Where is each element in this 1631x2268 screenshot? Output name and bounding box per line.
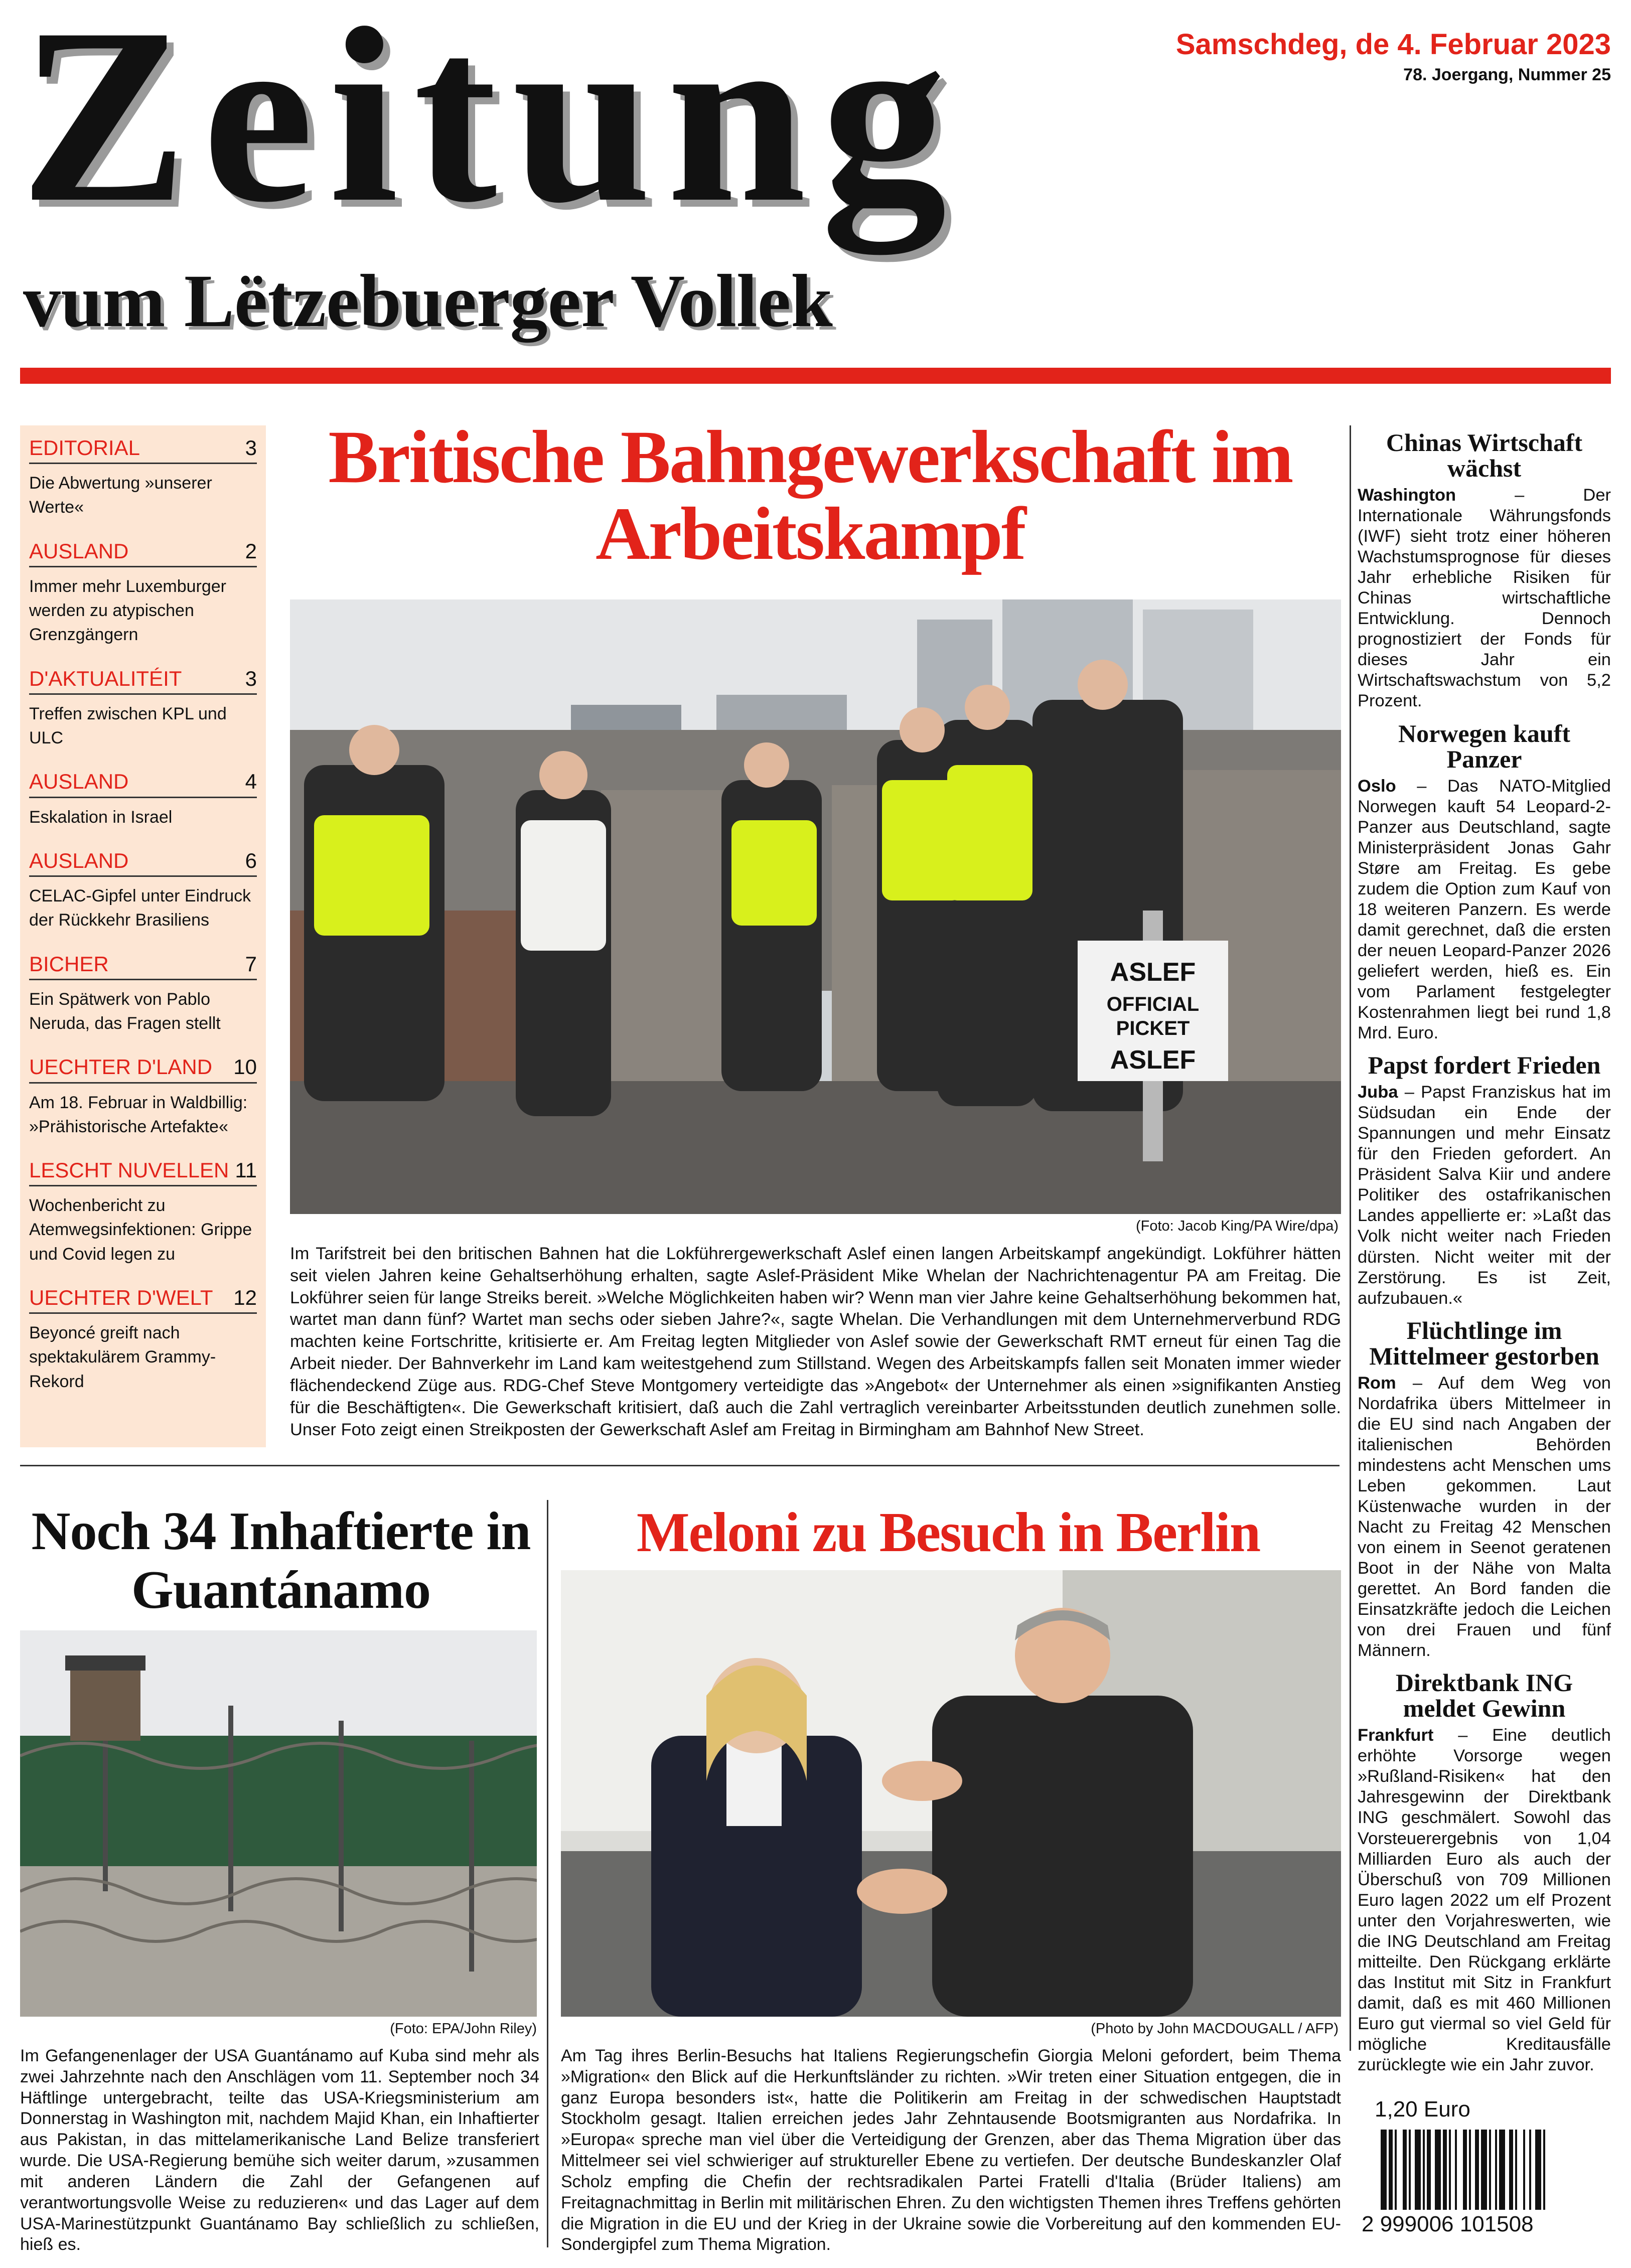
news-brief[interactable]	[1358, 1670, 1611, 2075]
table-of-contents	[20, 425, 266, 1447]
lead-photo-credit: (Foto: Jacob King/PA Wire/dpa)	[1135, 1218, 1339, 1234]
guantanamo-headline[interactable]: Noch 34 Inhaftierte in Guantánamo	[31, 1501, 531, 1620]
index-teaser: Die Abwertung »unserer Werte«	[29, 474, 212, 517]
barcode-bar	[1469, 2130, 1471, 2210]
masthead-title: Zeitung	[20, 0, 962, 254]
index-section: AUSLAND	[29, 539, 129, 563]
brief-text: – Eine deutlich erhöhte Vorsorge wegen »Rußland-Risiken« hat den Jahresgewinn der Direktbank ING geschmälert. Sowohl das Vorsteuerergebnis von 1,04 Milliarden Euro als auch der Überschuß von 709 Millionen Euro lagen 2022 um elf Prozent unter den Vorjahreswerten, wie die ING Deutschland am Freitag mitteilte. Den Rückgang erklärte das Institut mit Sitz in Frankfurt damit, daß es mit 460 Millionen Euro gut viermal so viel Geld für mögliche Kreditausfälle zurücklegte wie ein Jahr zuvor.	[1358, 1726, 1611, 2075]
index-page: 3	[245, 436, 257, 460]
brief-dateline: Juba	[1358, 1083, 1398, 1102]
barcode-bar	[1523, 2130, 1525, 2210]
index-page: 11	[235, 1158, 257, 1182]
barcode-bar	[1509, 2130, 1513, 2210]
brief-headline: Papst fordert Frieden	[1368, 1051, 1601, 1080]
barcode-bar	[1381, 2130, 1387, 2210]
index-item[interactable]	[29, 1055, 257, 1139]
brief-dateline: Washington	[1358, 486, 1456, 505]
barcode-bar	[1535, 2130, 1541, 2210]
index-teaser: Ein Spätwerk von Pablo Neruda, das Fragen stellt	[29, 989, 221, 1033]
index-page: 12	[233, 1286, 257, 1310]
brief-dateline: Oslo	[1358, 776, 1396, 796]
barcode-bar	[1489, 2130, 1491, 2210]
barcode	[1361, 2130, 1601, 2235]
index-item[interactable]	[29, 1286, 257, 1394]
barcode-bar	[1499, 2130, 1505, 2210]
index-page: 2	[245, 539, 257, 563]
news-briefs-column	[1358, 424, 1611, 2084]
barcode-bars	[1381, 2130, 1545, 2210]
news-brief[interactable]	[1358, 1318, 1611, 1661]
brief-headline: Norwegen kauft Panzer	[1398, 719, 1571, 773]
index-item[interactable]	[29, 436, 257, 520]
index-section: D'AKTUALITÉIT	[29, 666, 182, 690]
news-brief[interactable]	[1358, 430, 1611, 712]
lead-headline[interactable]: Britische Bahngewerkschaft im Arbeitskampf	[328, 415, 1292, 575]
index-teaser: Eskalation in Israel	[29, 807, 173, 827]
column-rule	[1350, 425, 1351, 2051]
index-teaser: Immer mehr Luxemburger werden zu atypischen Grenzgängern	[29, 576, 227, 645]
sign-text: ASLEF	[1110, 1045, 1196, 1075]
brief-text: – Der Internationale Währungsfonds (IWF) sieht trotz einer höheren Wachstumsprognose für dieses Jahr erhebliche Risiken für Chinas wirtschaftliche Entwicklung. Dennoch prognostiziert der Fonds für dieses Jahr ein Wirtschaftswachstum von 5,2 Prozent.	[1358, 486, 1611, 711]
barcode-bar	[1475, 2130, 1479, 2210]
sign-text: PICKET	[1116, 1017, 1190, 1039]
meloni-photo-credit: (Photo by John MACDOUGALL / AFP)	[1091, 2021, 1339, 2037]
index-page: 10	[233, 1055, 257, 1079]
barcode-number: 2 999006 101508	[1362, 2212, 1534, 2235]
barcode-bar	[1415, 2130, 1421, 2210]
index-teaser: Treffen zwischen KPL und ULC	[29, 704, 227, 748]
issue-number: 78. Joergang, Nummer 25	[1403, 65, 1611, 84]
index-page: 7	[245, 952, 257, 976]
barcode-bar	[1463, 2130, 1467, 2210]
masthead-subtitle: vum Lëtzebuerger Vollek	[23, 259, 833, 343]
news-brief[interactable]	[1358, 721, 1611, 1044]
index-section: BICHER	[29, 952, 109, 976]
index-section: UECHTER D'LAND	[29, 1055, 213, 1079]
barcode-bar	[1543, 2130, 1545, 2210]
brief-text: – Auf dem Weg von Nordafrika übers Mittelmeer in die EU sind nach Angaben der italienischen Behörden mindestens acht Menschen ums Leben gekommen. Laut Küstenwache wurden in der Nacht zu Freitag 42 Menschen von einem in Seenot geratenen Boot in der Nähe von Malta gerettet. An Bord fanden die Einsatzkräfte jedoch die Leichen von drei Frauen und fünf Männern.	[1358, 1373, 1611, 1660]
index-item[interactable]	[29, 540, 257, 647]
meloni-photo	[561, 1570, 1341, 2017]
sign-text: ASLEF	[1110, 958, 1196, 987]
index-item[interactable]	[29, 1159, 257, 1266]
barcode-bar	[1455, 2130, 1457, 2210]
index-section: AUSLAND	[29, 770, 129, 794]
brief-dateline: Frankfurt	[1358, 1726, 1434, 1745]
meloni-headline[interactable]: Meloni zu Besuch in Berlin	[636, 1501, 1260, 1564]
index-teaser: Am 18. Februar in Waldbillig: »Prähistorische Artefakte«	[29, 1093, 248, 1136]
masthead-rule	[20, 368, 1611, 384]
barcode-bar	[1409, 2130, 1411, 2210]
guantanamo-photo	[20, 1630, 537, 2017]
barcode-bar	[1427, 2130, 1431, 2210]
meloni-body: Am Tag ihres Berlin-Besuchs hat Italiens Regierungschefin Giorgia Meloni gefordert, beim Thema »Migration« den Blick auf die Herkunftsländer zu richten. »Wir treten einer Situation entgegen, die in ganz Europa besonders ist«, hatte die Politikerin am Freitag in der schwedischen Hauptstadt Stockholm gesagt. Italien erreichen jedes Jahr Zehntausende Bootsmigranten aus Nordafrika. In »Europa« spreche man viel über die Verteidigung der Grenzen, aber das Thema Migration über das Mittelmeer sei viel schwieriger auf struktureller Ebene zu vertiefen. Der deutsche Bundeskanzler Olaf Scholz empfing die Chefin der rechtsradikalen Partei Fratelli d'Italia (Brüder Italiens) am Freitagnachmittag in Berlin mit militärischen Ehren. Zu den wichtigsten Themen ihres Treffens gehörten die Migration in die EU und der Krieg in der Ukraine sowie die Vorbereitung auf den kommenden EU-Sondergipfel zum Thema Migration.	[561, 2046, 1341, 2254]
index-page: 4	[245, 770, 257, 794]
news-brief[interactable]	[1358, 1052, 1611, 1309]
lead-photo	[290, 599, 1341, 1214]
column-rule	[547, 1500, 548, 2247]
price-label: 1,20 Euro	[1375, 2097, 1470, 2122]
brief-text: – Das NATO-Mitglied Norwegen kauft 54 Leopard-2-Panzer aus Deutschland, sagte Ministerpräsident Jonas Gahr Støre am Freitag. Es gebe zudem die Option zum Kauf von 18 weiteren Panzern. Es werde damit gerechnet, daß die ersten der neuen Leopard-Panzer 2026 geliefert werden, hieß es. Ein vom Parlament festgelegter Kostenrahmen liegt bei rund 1,8 Mrd. Euro.	[1358, 776, 1611, 1043]
barcode-bar	[1403, 2130, 1407, 2210]
brief-text: – Papst Franziskus hat im Südsudan ein Ende der Spannungen und mehr Einsatz für den Frieden gefordert. An Präsident Salva Kiir und andere Politiker des ostafrikanischen Landes appellierte er: »Laßt das Volk nicht weiter nach Frieden dürsten. Nicht weiter mit der Zerstörung. Es ist Zeit, aufzubauen.«	[1358, 1083, 1611, 1308]
barcode-bar	[1529, 2130, 1531, 2210]
index-section: AUSLAND	[29, 848, 129, 872]
index-teaser: CELAC-Gipfel unter Eindruck der Rückkehr Brasiliens	[29, 886, 251, 930]
index-page: 3	[245, 666, 257, 690]
index-page: 6	[245, 848, 257, 872]
barcode-bar	[1449, 2130, 1451, 2210]
barcode-bar	[1495, 2130, 1497, 2210]
sign-text: OFFICIAL	[1106, 993, 1200, 1015]
section-rule	[20, 1465, 1340, 1466]
issue-date: Samschdeg, de 4. Februar 2023	[1175, 28, 1611, 61]
barcode-bar	[1481, 2130, 1487, 2210]
barcode-bar	[1395, 2130, 1397, 2210]
barcode-bar	[1443, 2130, 1447, 2210]
index-item[interactable]	[29, 849, 257, 933]
index-section: UECHTER D'WELT	[29, 1286, 213, 1310]
brief-headline: Direktbank ING meldet Gewinn	[1395, 1669, 1573, 1723]
guantanamo-body: Im Gefangenenlager der USA Guantánamo auf Kuba sind mehr als zwei Jahrzehnte nach den Anschlägen vom 11. September noch 34 Häftlinge untergebracht, teilte das USA-Kriegsministerium am Donnerstag in Washington mit, nachdem Majid Khan, ein Inhaftierter aus Pakistan, in das mittelamerikanische Land Belize transferiert wurde. Die USA-Regierung bemühe sich weiter darum, »zusammen mit anderen Ländern die Zahl der Gefangenen auf verantwortungsvolle Weise zu reduzieren« und das Lager auf dem USA-Marinestützpunkt Guantánamo Bay schließlich zu schließen, hieß es.	[20, 2046, 539, 2254]
barcode-bar	[1389, 2130, 1393, 2210]
barcode-bar	[1423, 2130, 1425, 2210]
index-teaser: Beyoncé greift nach spektakulärem Grammy-Rekord	[29, 1323, 216, 1391]
index-item[interactable]	[29, 667, 257, 750]
lead-body: Im Tarifstreit bei den britischen Bahnen hat die Lokführergewerkschaft Aslef einen langen Arbeitskampf angekündigt. Lokführer hätten seit vielen Jahren keine Gehaltserhöhung erhalten, sagte Aslef-Präsident Mike Whelan der Nachrichtenagentur PA am Freitag. Die Lokführer seien für lange Streiks bereit. »Welche Möglichkeiten haben wir? Wenn man vier Jahre keine Gehaltserhöhung bekommen hat, wartet man dann fünf? Wartet man sechs oder sieben Jahre?«, sagte Whelan. Die Verhandlungen mit dem Unternehmerverbund RDG machten keine Fortschritte, kritisierte er. Am Freitag legten Mitglieder von Aslef sowie der Gewerkschaft RMT erneut für einen Tag die Arbeit nieder. Der Bahnverkehr im Land kam weitestgehend zum Stillstand. Wegen des Arbeitskampfs fallen seit Monaten immer wieder flächendeckend Züge aus. RDG-Chef Steve Montgomery verteidigte das »Angebot« der Unternehmer als einen »signifikanten Anstieg für die Beschäftigten«. Die Gewerkschaft kritisiert, daß auch die Zahl vertraglich vereinbarter Arbeitsstunden deutlich zunehmen solle. Unser Foto zeigt einen Streikposten der Gewerkschaft Aslef am Freitag in Birmingham am Bahnhof New Street.	[290, 1244, 1341, 1439]
brief-headline: Flüchtlinge im Mittelmeer gestorben	[1369, 1316, 1599, 1370]
barcode-bar	[1515, 2130, 1517, 2210]
brief-dateline: Rom	[1358, 1373, 1396, 1393]
index-teaser: Wochenbericht zu Atemwegsinfektionen: Grippe und Covid legen zu	[29, 1196, 252, 1264]
index-item[interactable]	[29, 770, 257, 829]
brief-headline: Chinas Wirtschaft wächst	[1386, 428, 1583, 482]
guantanamo-photo-credit: (Foto: EPA/John Riley)	[390, 2021, 537, 2037]
index-section: EDITORIAL	[29, 436, 140, 460]
index-section: LESCHT NUVELLEN	[29, 1158, 229, 1182]
barcode-bar	[1435, 2130, 1441, 2210]
index-item[interactable]	[29, 953, 257, 1036]
